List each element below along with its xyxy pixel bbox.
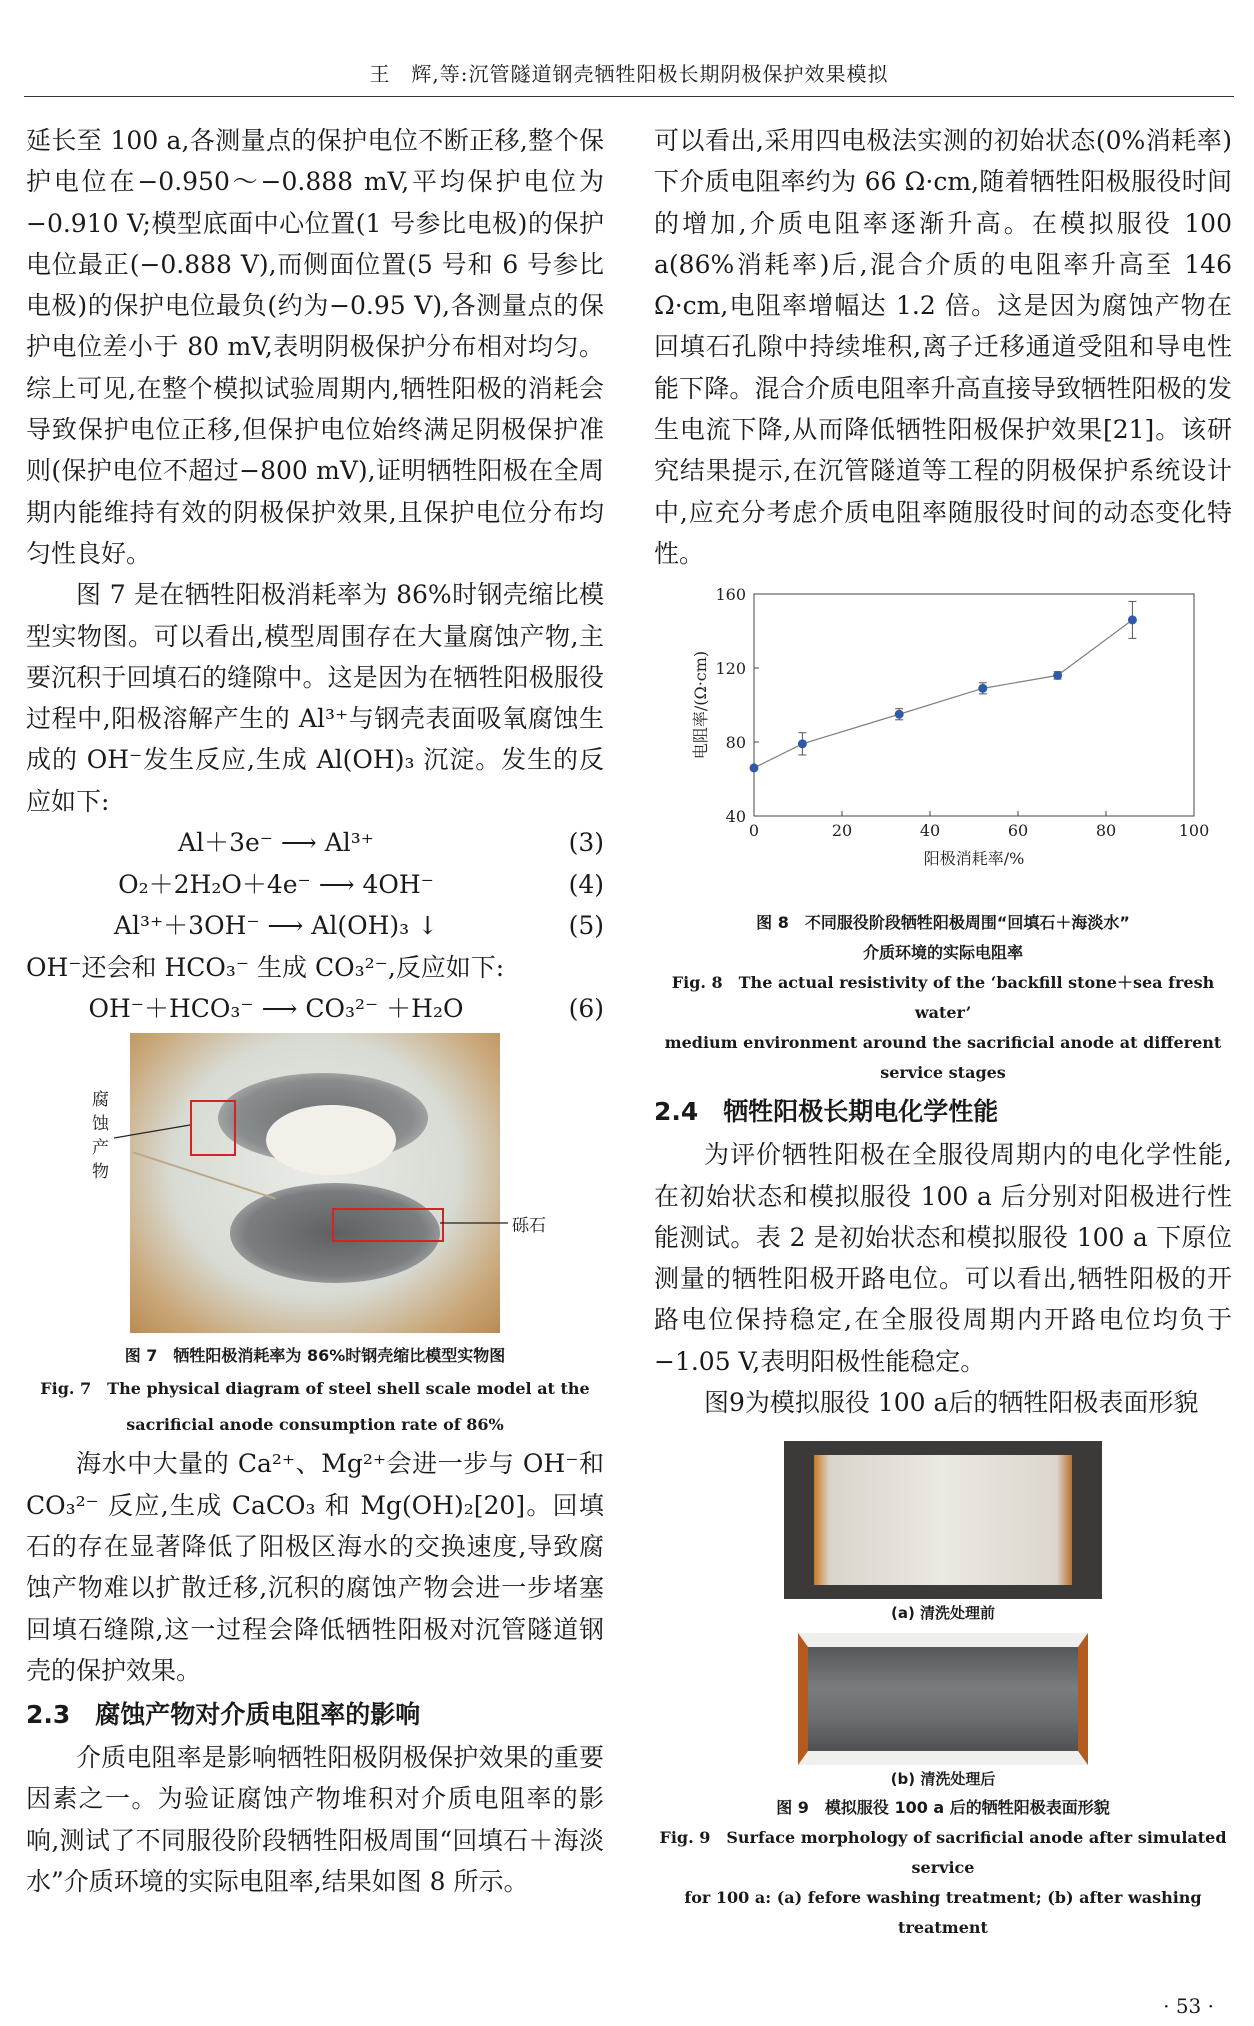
x-tick-label: 80 bbox=[1095, 821, 1117, 841]
figure-9b-label: (b) 清洗处理后 bbox=[890, 1770, 996, 1789]
page-number: · 53 · bbox=[1163, 1994, 1214, 2018]
equation-3-number: (3) bbox=[568, 828, 604, 858]
figure-8-caption-cn-2: 介质环境的实际电阻率 bbox=[862, 943, 1023, 963]
data-point bbox=[750, 764, 759, 773]
label-corrosion-products: 腐蚀产物 bbox=[92, 1090, 109, 1183]
left-paragraph-3: OH⁻还会和 HCO₃⁻ 生成 CO₃²⁻,反应如下: bbox=[26, 952, 505, 982]
figure-9b bbox=[654, 1633, 1232, 1765]
figure-7-caption-cn: 图 7 牺牲阳极消耗率为 86%时钢壳缩比模型实物图 bbox=[124, 1346, 506, 1366]
anode-before-washing-photo bbox=[784, 1441, 1102, 1599]
figure-9a-label: (a) 清洗处理前 bbox=[890, 1604, 996, 1623]
figure-9-caption-cn: 图 9 模拟服役 100 a 后的牺牲阳极表面形貌 bbox=[776, 1798, 1110, 1818]
equation-3 bbox=[26, 822, 604, 864]
running-header: 王 辉,等:沉管隧道钢壳牺牲阳极长期阴极保护效果模拟 bbox=[369, 62, 889, 86]
y-tick-label: 160 bbox=[715, 585, 746, 605]
equation-4 bbox=[26, 864, 604, 906]
left-paragraph-2: 图 7 是在牺牲阳极消耗率为 86%时钢壳缩比模型实物图。可以看出,模型周围存在大量腐蚀产物,主要沉积于回填石的缝隙中。这是因为在牺牲阳极服役过程中,阳极溶解产生的 Al³⁺与钢壳表面吸氧腐蚀生成的 OH⁻发生反应,生成 Al(OH)₃ 沉淀。发生的反应如下: bbox=[26, 580, 604, 816]
section-2-3-heading: 2.3 腐蚀产物对介质电阻率的影响 bbox=[26, 1700, 421, 1730]
equation-4-expr: O₂＋2H₂O＋4e⁻ ⟶ 4OH⁻ bbox=[118, 869, 434, 899]
left-paragraph-1: 延长至 100 a,各测量点的保护电位不断正移,整个保护电位在−0.950～−0.888 mV,平均保护电位为−0.910 V;模型底面中心位置(1 号参比电极)的保护电位最正(−0.888 V),而侧面位置(5 号和 6 号参比电极)的保护电位最负(约为−0.95 V),各测量点的保护电位差小于 80 mV,表明阴极保护分布相对均匀。综上可见,在整个模拟试验周期内,牺牲阳极的消耗会导致保护电位正移,但保护电位始终满足阴极保护准则(保护电位不超过−800 mV),证明牺牲阳极在全周期内能维持有效的阴极保护效果,且保护电位分布均匀性良好。 bbox=[26, 126, 604, 568]
data-point bbox=[798, 740, 807, 749]
label-gravel: 砾石 bbox=[512, 1216, 546, 1237]
series-line bbox=[754, 620, 1132, 768]
equation-6 bbox=[26, 988, 604, 1030]
right-column bbox=[654, 120, 1232, 1943]
left-column bbox=[26, 120, 604, 1902]
equation-6-expr: OH⁻＋HCO₃⁻ ⟶ CO₃²⁻ ＋H₂O bbox=[88, 993, 464, 1023]
header-rule bbox=[24, 96, 1234, 97]
left-paragraph-4: 海水中大量的 Ca²⁺、Mg²⁺会进一步与 OH⁻和 CO₃²⁻ 反应,生成 CaCO₃ 和 Mg(OH)₂[20]。回填石的存在显著降低了阳极区海水的交换速度,导致腐蚀产物难以扩散迁移,沉积的腐蚀产物会进一步堵塞回填石缝隙,这一过程会降低牺牲阳极对沉管隧道钢壳的保护效果。 bbox=[26, 1449, 604, 1685]
resistivity-chart bbox=[654, 584, 1232, 908]
x-axis-label: 阳极消耗率/% bbox=[923, 849, 1025, 869]
x-tick-label: 60 bbox=[1007, 821, 1029, 841]
right-paragraph-3: 图9为模拟服役 100 a后的牺牲阳极表面形貌 bbox=[704, 1388, 1199, 1418]
data-point bbox=[978, 684, 987, 693]
right-paragraph-2: 为评价牺牲阳极在全服役周期内的电化学性能,在初始状态和模拟服役 100 a 后分别对阳极进行性能测试。表 2 是初始状态和模拟服役 100 a 下原位测量的牺牲阳极开路电位。可以看出,牺牲阳极的开路电位保持稳定,在全服役周期内开路电位均负于−1.05 V,表明阳极性能稳定。 bbox=[654, 1140, 1232, 1376]
right-paragraph-1: 可以看出,采用四电极法实测的初始状态(0%消耗率)下介质电阻率约为 66 Ω·cm,随着牺牲阳极服役时间的增加,介质电阻率逐渐升高。在模拟服役 100 a(86%消耗率)后,混合介质的电阻率升高至 146 Ω·cm,电阻率增幅达 1.2 倍。这是因为腐蚀产物在回填石孔隙中持续堆积,离子迁移通道受阻和导电性能下降。混合介质电阻率升高直接导致牺牲阳极的发生电流下降,从而降低牺牲阳极保护效果[21]。该研究结果提示,在沉管隧道等工程的阴极保护系统设计中,应充分考虑介质电阻率随服役时间的动态变化特性。 bbox=[654, 126, 1232, 568]
figure-7-leader-lines bbox=[26, 1033, 604, 1341]
anode-after-washing-photo bbox=[798, 1633, 1088, 1765]
equation-5-number: (5) bbox=[568, 911, 604, 941]
figure-8-caption-en-2: medium environment around the sacrificial anode at different bbox=[664, 1033, 1222, 1053]
figure-8-caption-en-1: Fig. 8 The actual resistivity of the ‘backfill stone＋sea fresh water’ bbox=[671, 973, 1215, 1023]
equation-6-number: (6) bbox=[568, 993, 604, 1023]
figure-9-caption-en-1: Fig. 9 Surface morphology of sacrificial anode after simulated service bbox=[659, 1828, 1227, 1878]
figure-7 bbox=[26, 1033, 604, 1341]
figure-8-caption-en-3: service stages bbox=[880, 1063, 1006, 1083]
figure-9-caption-en-2: for 100 a: (a) fefore washing treatment; (b) after washing treatment bbox=[684, 1888, 1202, 1938]
equation-3-expr: Al＋3e⁻ ⟶ Al³⁺ bbox=[178, 828, 374, 858]
figure-9a bbox=[654, 1441, 1232, 1599]
x-tick-label: 20 bbox=[831, 821, 853, 841]
figure-7-caption-en: Fig. 7 The physical diagram of steel shell scale model at the sacrificial anode consumption rate of 86% bbox=[40, 1379, 590, 1435]
y-tick-label: 80 bbox=[725, 733, 746, 753]
plot-frame bbox=[754, 594, 1194, 816]
y-tick-label: 120 bbox=[715, 659, 746, 679]
equation-5 bbox=[26, 905, 604, 947]
y-axis-label: 电阻率/(Ω·cm) bbox=[691, 651, 710, 760]
section-2-4-heading: 2.4 牺牲阳极长期电化学性能 bbox=[654, 1097, 999, 1127]
data-point bbox=[1053, 671, 1062, 680]
data-point bbox=[1128, 616, 1137, 625]
x-tick-label: 0 bbox=[748, 821, 760, 841]
data-point bbox=[895, 710, 904, 719]
figure-8-chart bbox=[654, 584, 1232, 908]
x-tick-label: 40 bbox=[919, 821, 941, 841]
y-tick-label: 40 bbox=[725, 807, 746, 827]
figure-8-caption-cn-1: 图 8 不同服役阶段牺牲阳极周围“回填石＋海淡水” bbox=[756, 913, 1130, 933]
equation-4-number: (4) bbox=[568, 869, 604, 899]
left-paragraph-5: 介质电阻率是影响牺牲阳极阴极保护效果的重要因素之一。为验证腐蚀产物堆积对介质电阻率的影响,测试了不同服役阶段牺牲阳极周围“回填石＋海淡水”介质环境的实际电阻率,结果如图 8 所示。 bbox=[26, 1743, 604, 1897]
equation-5-expr: Al³⁺＋3OH⁻ ⟶ Al(OH)₃ ↓ bbox=[113, 911, 439, 941]
x-tick-label: 100 bbox=[1178, 821, 1210, 841]
